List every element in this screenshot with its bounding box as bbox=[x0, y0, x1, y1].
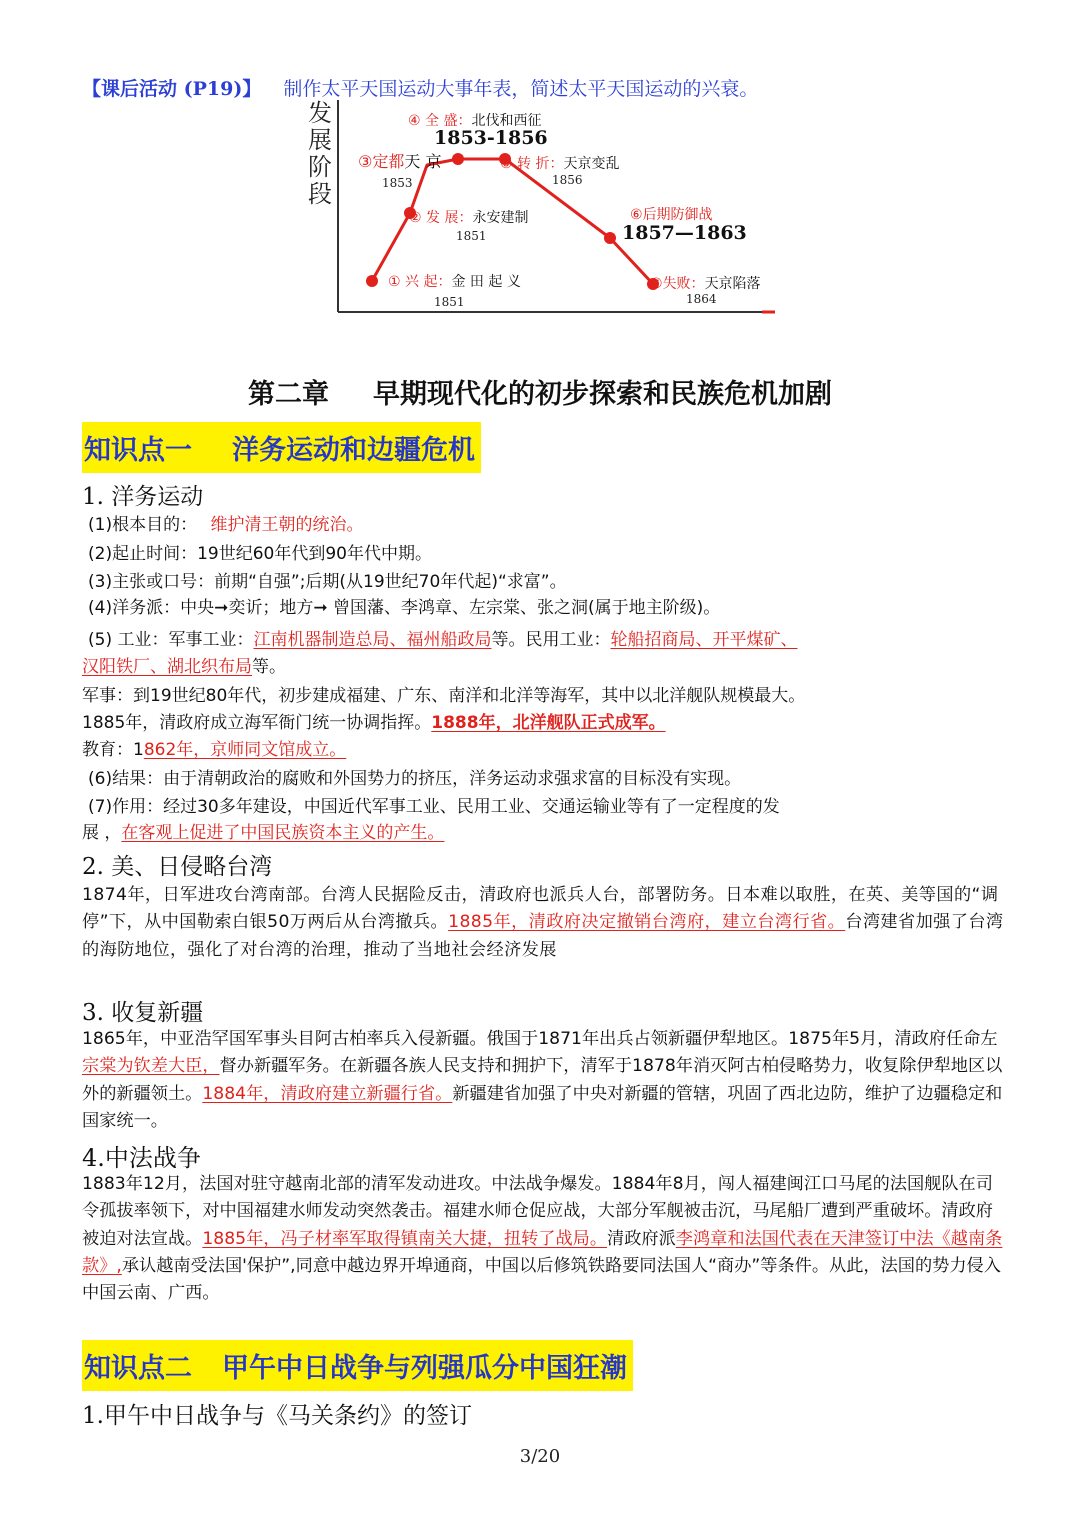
stage-7-label: ⑦失败：天京陷落 bbox=[650, 276, 761, 292]
section-3-paragraph: 1865年，中亚浩罕国军事头目阿古柏率兵入侵新疆。俄国于1871年出兵占领新疆伊犁地区。1875年5月，清政府任命左宗棠为钦差大臣，督办新疆军务。在新疆各族人民支持和拥护下，清军于1878年消灭阿古柏侵略势力，收复除伊犁地区以外的新疆领土。1884年，清政府建立新疆行省。新疆建省加强了中央对新疆的管辖，巩固了西北边防，维护了边疆稳定和国家统一。 bbox=[82, 1029, 1003, 1131]
s1-item-3: (3)主张或口号：前期“自强”;后期(从19世纪70年代起)“求富”。 bbox=[88, 572, 567, 592]
s1-item-5-line-2: 汉阳铁厂、湖北织布局等。 bbox=[82, 657, 286, 677]
stage-point-4 bbox=[452, 153, 464, 165]
section-3-heading: 3. 收复新疆 bbox=[82, 1000, 204, 1026]
section-4-paragraph: 1883年12月，法国对驻守越南北部的清军发动进攻。中法战争爆发。1884年8月，闯人福建闽江口马尾的法国舰队在司令孤拔率领下，对中国福建水师发动突然袭击。福建水师仓促应战，大部分军舰被击沉，马尾船厂遭到严重破坏。清政府被迫对法宣战。1885年，冯子材率军取得镇南关大捷，扭转了战局。清政府派李鸿章和法国代表在天津签订中法《越南条款》,承认越南受法国'保护”,同意中越边界开埠通商，中国以后修筑铁路要同法国人“商办”等条件。从此，法国的势力侵入中国云南、广西。 bbox=[82, 1174, 1003, 1304]
section-2-paragraph: 1874年，日军进攻台湾南部。台湾人民据险反击，清政府也派兵人台，部署防务。日本难以取胜，在英、美等国的“调停”下，从中国勒索白银50万两后从台湾撤兵。1885年，清政府决定撤销台湾府，建立台湾行省。台湾建省加强了台湾的海防地位，强化了对台湾的治理，推动了当地社会经济发展 bbox=[82, 885, 1004, 960]
s1-education: 教育：1862年，京师同文馆成立。 bbox=[82, 740, 347, 760]
stage-point-6 bbox=[604, 232, 616, 244]
s1-item-7-line-2: 展 ，在客观上促进了中国民族资本主义的产生。 bbox=[82, 823, 445, 843]
stage-2-year: 1851 bbox=[456, 229, 487, 243]
stage-4-label: ④ 全 盛：北伐和西征 bbox=[408, 113, 542, 129]
stage-3-label: ③定都天 京 bbox=[358, 152, 442, 171]
section-4-heading: 4.中法战争 bbox=[82, 1144, 201, 1172]
taiping-stage-diagram bbox=[300, 100, 800, 325]
section-2-heading: 2. 美、日侵略台湾 bbox=[82, 854, 273, 880]
s1-item-7-line-1: (7)作用：经过30多年建设，中国近代军事工业、民用工业、交通运输业等有了一定程度的发 bbox=[88, 797, 780, 817]
page-number: 3/20 bbox=[519, 1446, 561, 1467]
knowledge-point-1-heading: 知识点一 洋务运动和边疆危机 bbox=[82, 422, 481, 473]
stage-5-year: 1856 bbox=[552, 173, 583, 187]
stage-2-label: ② 发 展：永安建制 bbox=[409, 210, 529, 226]
section-1-heading: 1. 洋务运动 bbox=[82, 484, 204, 510]
s1-item-2: (2)起止时间：19世纪60年代到90年代中期。 bbox=[88, 544, 432, 564]
stage-5-label: ⑤ 转 折：天京变乱 bbox=[500, 156, 620, 172]
activity-label: 【课后活动 (P19)】 bbox=[82, 78, 262, 100]
stage-point-1 bbox=[366, 275, 378, 287]
stage-6-label: ⑥后期防御战 bbox=[630, 207, 713, 223]
stage-1-label: ① 兴 起：金 田 起 义 bbox=[388, 274, 521, 290]
s1-item-5-line-1: (5) 工业：军事工业：江南机器制造总局、福州船政局等。民用工业：轮船招商局、开平煤矿、 bbox=[88, 630, 798, 650]
y-axis-label: 发展阶段 bbox=[308, 99, 332, 208]
stage-4-year: 1853-1856 bbox=[434, 127, 548, 149]
chapter-title: 第二章 早期现代化的初步探索和民族危机加剧 bbox=[248, 379, 832, 410]
s1-item-6: (6)结果：由于清朝政治的腐败和外国势力的挤压，洋务运动求强求富的目标没有实现。 bbox=[88, 769, 742, 789]
knowledge-point-2-heading: 知识点二 甲午中日战争与列强瓜分中国狂潮 bbox=[82, 1340, 633, 1391]
stage-7-year: 1864 bbox=[686, 292, 717, 306]
stage-1-year: 1851 bbox=[434, 295, 465, 309]
activity-task: 制作太平天国运动大事年表，简述太平天国运动的兴衰。 bbox=[283, 78, 759, 100]
section-kp2-1-heading: 1.甲午中日战争与《马关条约》的签订 bbox=[82, 1403, 472, 1429]
s1-military-line-1: 军事：到19世纪80年代，初步建成福建、广东、南洋和北洋等海军，其中以北洋舰队规模最大。 bbox=[82, 686, 806, 706]
stage-6-year: 1857—1863 bbox=[622, 222, 747, 244]
s1-item-1: (1)根本目的： 维护清王朝的统治。 bbox=[88, 515, 364, 535]
stage-3-year: 1853 bbox=[382, 176, 413, 190]
s1-item-4: (4)洋务派：中央➞奕䜣；地方➞ 曾国藩、李鸿章、左宗棠、张之洞(属于地主阶级)。 bbox=[88, 598, 721, 618]
s1-military-line-2: 1885年，清政府成立海军衙门统一协调指挥。1888年，北洋舰队正式成军。 bbox=[82, 713, 666, 733]
activity-line bbox=[82, 74, 758, 101]
